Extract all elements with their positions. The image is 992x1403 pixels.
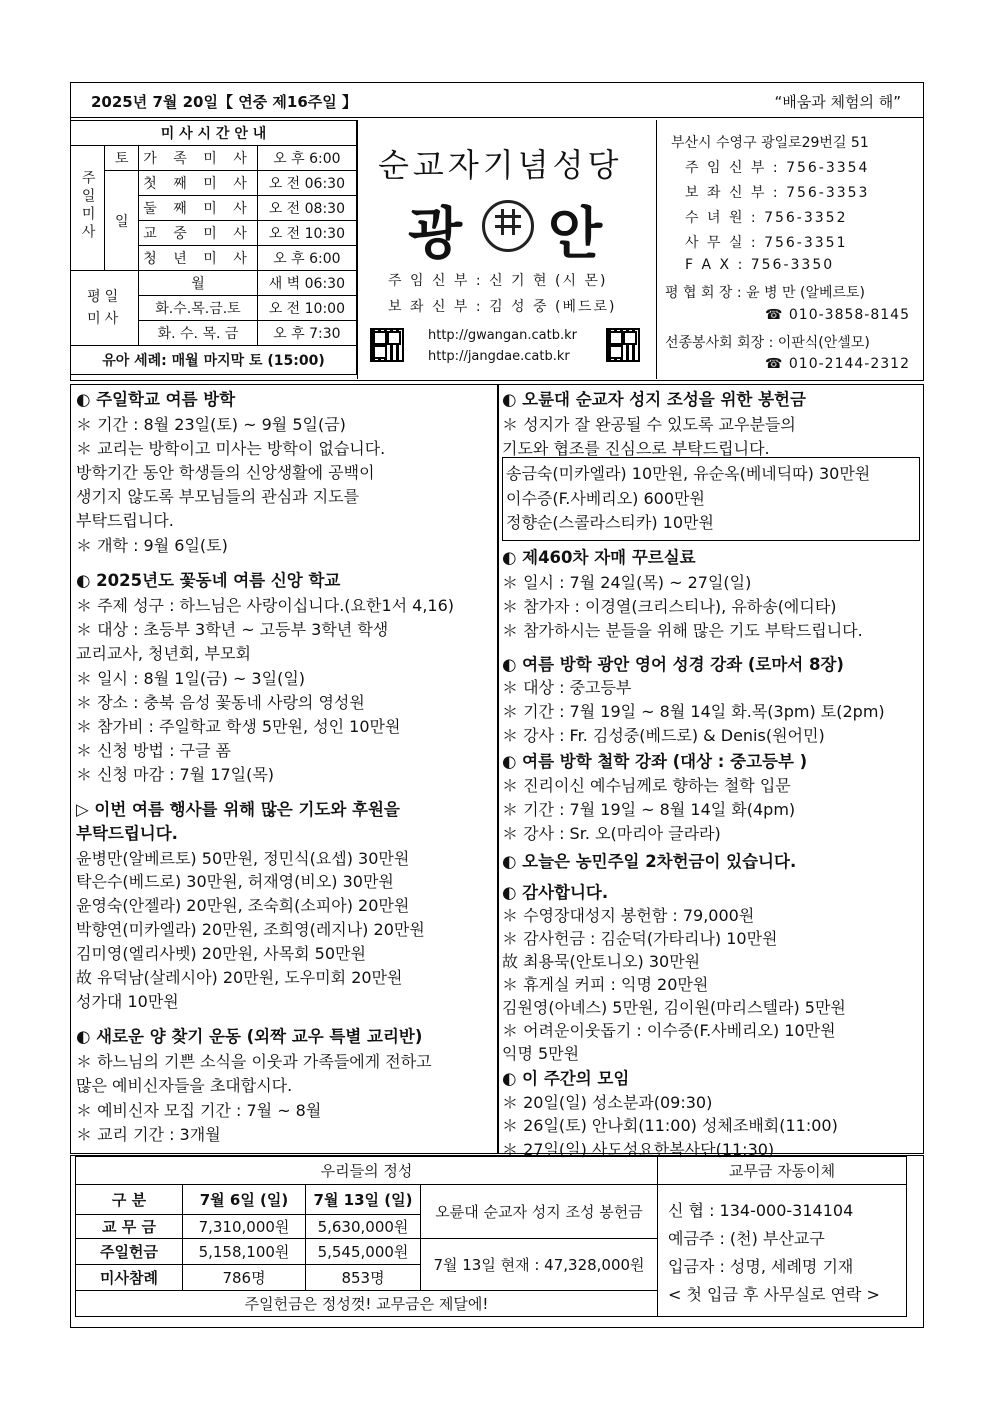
notice-line: ＊ 신청 마감 : 7월 17일(목) <box>76 765 275 784</box>
notice-line: ＊ 교리 기간 : 3개월 <box>76 1125 221 1144</box>
phone-line: 보 좌 신 부 : 756-3353 <box>685 185 870 201</box>
mass-time: 오 전 08:30 <box>257 196 356 221</box>
notice-line: ＊ 강사 : Sr. 오(마리아 글라라) <box>502 824 721 843</box>
notice-line: ＊ 26일(토) 안나회(11:00) 성체조배회(11:00) <box>502 1116 838 1135</box>
row-label: 주일헌금 <box>76 1239 183 1265</box>
notice-line: ＊ 강사 : Fr. 김성중(베드로) & Denis(원어민) <box>502 726 825 745</box>
notice-line: 익명 5만원 <box>502 1044 580 1063</box>
depositor-note: 입금자 : 성명, 세례명 기재 <box>668 1257 854 1276</box>
weekday-mass-label <box>71 271 139 346</box>
notice-line: ＊ 참가자 : 이경열(크리스티나), 유하송(에디타) <box>502 597 837 616</box>
notice-line: 생기지 않도록 부모님들의 관심과 지도를 <box>76 487 360 506</box>
notice-line: 탁은수(베드로) 30만원, 허재영(비오) 30만원 <box>76 872 394 891</box>
church-panel <box>357 120 657 379</box>
amount: 5,630,000원 <box>306 1215 421 1239</box>
amount: 7,310,000원 <box>183 1215 306 1239</box>
notice-heading: ◐ 오륜대 순교자 성지 조성을 위한 봉헌금 <box>502 390 806 409</box>
notice-line: ＊ 장소 : 충북 음성 꽃동네 사랑의 영성원 <box>76 693 365 712</box>
offering-table <box>75 1156 907 1317</box>
account-number: 신 협 : 134-000-314104 <box>668 1201 854 1220</box>
phone-line: 수 녀 원 : 756-3352 <box>685 210 848 226</box>
phone-line: F A X : 756-3350 <box>685 257 835 273</box>
assistant-priest: 보 좌 신 부 : 김 성 중 (베드로) <box>388 299 617 315</box>
church-logo <box>408 190 618 267</box>
notice-heading: ◐ 2025년도 꽃동네 여름 신앙 학교 <box>76 571 341 590</box>
notice-line: ＊ 교리는 방학이고 미사는 방학이 없습니다. <box>76 439 386 458</box>
left-notices <box>76 388 496 1148</box>
offering-title: 우리들의 정성 <box>76 1157 658 1185</box>
notice-line: 박향연(미카엘라) 20만원, 조희영(레지나) 20만원 <box>76 920 425 939</box>
notice-line: ＊ 기간 : 7월 19일 ~ 8월 14일 화.목(3pm) 토(2pm) <box>502 702 885 721</box>
row-label: 교 무 금 <box>76 1215 183 1239</box>
address: 부산시 수영구 광일로29번길 51 <box>671 135 869 151</box>
mass-name: 첫 째 미 사 <box>139 171 257 196</box>
mass-name: 가 족 미 사 <box>139 146 257 171</box>
contact-note: < 첫 입금 후 사무실로 연락 > <box>668 1285 880 1304</box>
notice-line: ＊ 감사헌금 : 김순덕(가타리나) 10만원 <box>502 929 778 948</box>
mass-time: 오 전 06:30 <box>257 171 356 196</box>
notice-line: 송금숙(미카엘라) 10만원, 유순옥(베네딕따) 30만원 <box>506 464 871 483</box>
notice-line: ＊ 27일(일) 사도성요한복사단(11:30) <box>502 1140 775 1159</box>
notice-line: ＊ 성지가 잘 완공될 수 있도록 교우분들의 <box>502 415 796 434</box>
notice-line: ＊ 하느님의 기쁜 소식을 이웃과 가족들에게 전하고 <box>76 1052 432 1071</box>
mass-time: 새 벽 06:30 <box>257 271 356 296</box>
amount: 5,158,100원 <box>183 1239 306 1265</box>
notice-line: ＊ 참가비 : 주일학교 학생 5만원, 성인 10만원 <box>76 717 401 736</box>
category-header: 구 분 <box>76 1185 183 1215</box>
service-president: 선종봉사회 회장 : 이판식(안셀모) <box>665 335 870 351</box>
column-divider <box>497 384 499 1154</box>
mass-name: 청 년 미 사 <box>139 246 257 271</box>
row-label: 미사참례 <box>76 1265 183 1291</box>
notice-line: 많은 예비신자들을 초대합시다. <box>76 1076 293 1095</box>
notice-heading: ◐ 여름 방학 광안 영어 성경 강좌 (로마서 8장) <box>502 655 844 674</box>
notice-heading: ◐ 새로운 양 찾기 운동 (외짝 교우 특별 교리반) <box>76 1027 423 1046</box>
infant-baptism: 유아 세례: 매월 마지막 토 (15:00) <box>71 346 357 375</box>
attendance: 786명 <box>183 1265 306 1291</box>
notice-line: ＊ 진리이신 예수님께로 향하는 철학 입문 <box>502 776 791 795</box>
mass-schedule-title: 미 사 시 간 안 내 <box>71 121 357 146</box>
mass-time: 오 전 10:00 <box>257 296 356 321</box>
mass-name: 화. 수. 목. 금 <box>139 321 257 346</box>
notice-line: 윤병만(알베르토) 50만원, 정민식(요셉) 30만원 <box>76 849 410 868</box>
notice-line: 윤영숙(안젤라) 20만원, 조숙희(소피아) 20만원 <box>76 896 410 915</box>
qr-code-icon[interactable] <box>606 328 640 362</box>
shrine-fund-total: 7월 13일 현재 : 47,328,000원 <box>421 1239 658 1291</box>
phone-line: 주 임 신 부 : 756-3354 <box>685 160 870 176</box>
notice-line: 김원영(아녜스) 5만원, 김이원(마리스텔라) 5만원 <box>502 998 846 1017</box>
notice-line: 기도와 협조를 진심으로 부탁드립니다. <box>502 439 770 458</box>
notice-line: ＊ 예비신자 모집 기간 : 7월 ~ 8월 <box>76 1101 322 1120</box>
mass-name: 월 <box>139 271 257 296</box>
notice-line: 교리교사, 청년회, 부모회 <box>76 644 251 663</box>
notice-line: ＊ 일시 : 7월 24일(목) ~ 27일(일) <box>502 573 752 592</box>
church-name: 순교자기념성당 <box>378 146 623 184</box>
service-phone: ☎ 010-2144-2312 <box>765 356 910 372</box>
notice-line: ＊ 20일(일) 성소분과(09:30) <box>502 1093 713 1112</box>
notice-heading: ◐ 제460차 자매 꾸르실료 <box>502 548 696 567</box>
mass-name: 화.수.목.금.토 <box>139 296 257 321</box>
date-header: 7월 6일 (일) <box>183 1185 306 1215</box>
notice-line: ＊ 일시 : 8월 1일(금) ~ 3일(일) <box>76 669 306 688</box>
notice-line: ＊ 휴게실 커피 : 익명 20만원 <box>502 975 709 994</box>
notice-line: 성가대 10만원 <box>76 992 179 1011</box>
phone-line: 사 무 실 : 756-3351 <box>685 235 848 251</box>
notice-heading: 부탁드립니다. <box>76 824 178 843</box>
notice-line: 정향순(스콜라스티카) 10만원 <box>506 513 714 532</box>
url-jangdae[interactable]: http://jangdae.catb.kr <box>428 349 570 364</box>
mass-schedule-table <box>70 120 357 375</box>
auto-transfer-info <box>658 1185 907 1317</box>
notice-line: ＊ 신청 방법 : 구글 폼 <box>76 741 232 760</box>
notice-heading: ▷ 이번 여름 행사를 위해 많은 기도와 후원을 <box>76 800 400 819</box>
header-bar <box>70 82 924 118</box>
parish-emblem-icon <box>482 200 534 252</box>
notice-line: 부탁드립니다. <box>76 511 174 530</box>
notice-line: 방학기간 동안 학생들의 신앙생활에 공백이 <box>76 463 375 482</box>
notice-line: ＊ 기간 : 8월 23일(토) ~ 9월 5일(금) <box>76 415 346 434</box>
mass-time: 오 전 10:30 <box>257 221 356 246</box>
mass-time: 오 후 6:00 <box>257 246 356 271</box>
right-notices <box>502 388 922 1159</box>
notice-line: ＊ 참가하시는 분들을 위해 많은 기도 부탁드립니다. <box>502 621 863 640</box>
notice-line: ＊ 수영장대성지 봉헌함 : 79,000원 <box>502 906 755 925</box>
notice-line: ＊ 기간 : 7월 19일 ~ 8월 14일 화(4pm) <box>502 800 796 819</box>
notice-heading: ◐ 이 주간의 모임 <box>502 1069 630 1088</box>
url-gwangan[interactable]: http://gwangan.catb.kr <box>428 328 577 343</box>
notice-line: ＊ 개학 : 9월 6일(토) <box>76 536 228 555</box>
auto-transfer-title: 교무금 자동이체 <box>658 1157 907 1185</box>
notice-line: 이수증(F.사베리오) 600만원 <box>506 489 705 508</box>
sun-label: 일 <box>105 171 139 271</box>
notice-heading: ◐ 오늘은 농민주일 2차헌금이 있습니다. <box>502 852 797 871</box>
shrine-fund-title: 오륜대 순교자 성지 조성 봉헌금 <box>421 1185 658 1239</box>
sat-label: 토 <box>105 146 139 171</box>
mass-name: 교 중 미 사 <box>139 221 257 246</box>
account-holder: 예금주 : (천) 부산교구 <box>668 1229 825 1248</box>
council-phone: ☎ 010-3858-8145 <box>765 307 910 323</box>
mass-time: 오 후 6:00 <box>257 146 356 171</box>
contact-panel <box>657 120 924 379</box>
title-left: 광 <box>408 201 463 267</box>
notice-line: 김미영(엘리사벳) 20만원, 사목회 50만원 <box>76 944 366 963</box>
notice-line: ＊ 주제 성구 : 하느님은 사랑이십니다.(요한1서 4,16) <box>76 596 455 615</box>
notice-line: ＊ 어려운이웃돕기 : 이수증(F.사베리오) 10만원 <box>502 1021 836 1040</box>
title-right: 안 <box>548 201 603 267</box>
sunday-mass-label: 주일미사 <box>79 170 96 242</box>
notice-heading: ◐ 감사합니다. <box>502 883 609 902</box>
mass-name: 둘 째 미 사 <box>139 196 257 221</box>
year-motto: “배움과 체험의 해” <box>774 93 901 111</box>
mass-time: 오 후 7:30 <box>257 321 356 346</box>
notice-line: 故 최용묵(안토니오) 30만원 <box>502 952 701 971</box>
amount: 5,545,000원 <box>306 1239 421 1265</box>
council-president: 평 협 회 장 : 윤 병 만 (알베르토) <box>665 285 866 301</box>
notice-line: ＊ 대상 : 초등부 3학년 ~ 고등부 3학년 학생 <box>76 620 389 639</box>
notice-line: ＊ 대상 : 중고등부 <box>502 678 632 697</box>
notice-heading: ◐ 여름 방학 철학 강좌 (대상 : 중고등부 ) <box>502 752 808 771</box>
notice-heading: ◐ 주일학교 여름 방학 <box>76 390 236 409</box>
notice-line: 故 유덕남(살레시아) 20만원, 도우미회 20만원 <box>76 968 403 987</box>
qr-code-icon[interactable] <box>370 328 404 362</box>
pastor: 주 임 신 부 : 신 기 현 (시 몬) <box>388 273 608 289</box>
weekday-mass-label-text: 평일미사 <box>87 289 123 327</box>
attendance: 853명 <box>306 1265 421 1291</box>
date-header: 7월 13일 (일) <box>306 1185 421 1215</box>
offering-footer: 주일헌금은 정성껏! 교무금은 제달에! <box>76 1291 658 1317</box>
bulletin-date: 2025년 7월 20일【 연중 제16주일 】 <box>91 93 357 111</box>
